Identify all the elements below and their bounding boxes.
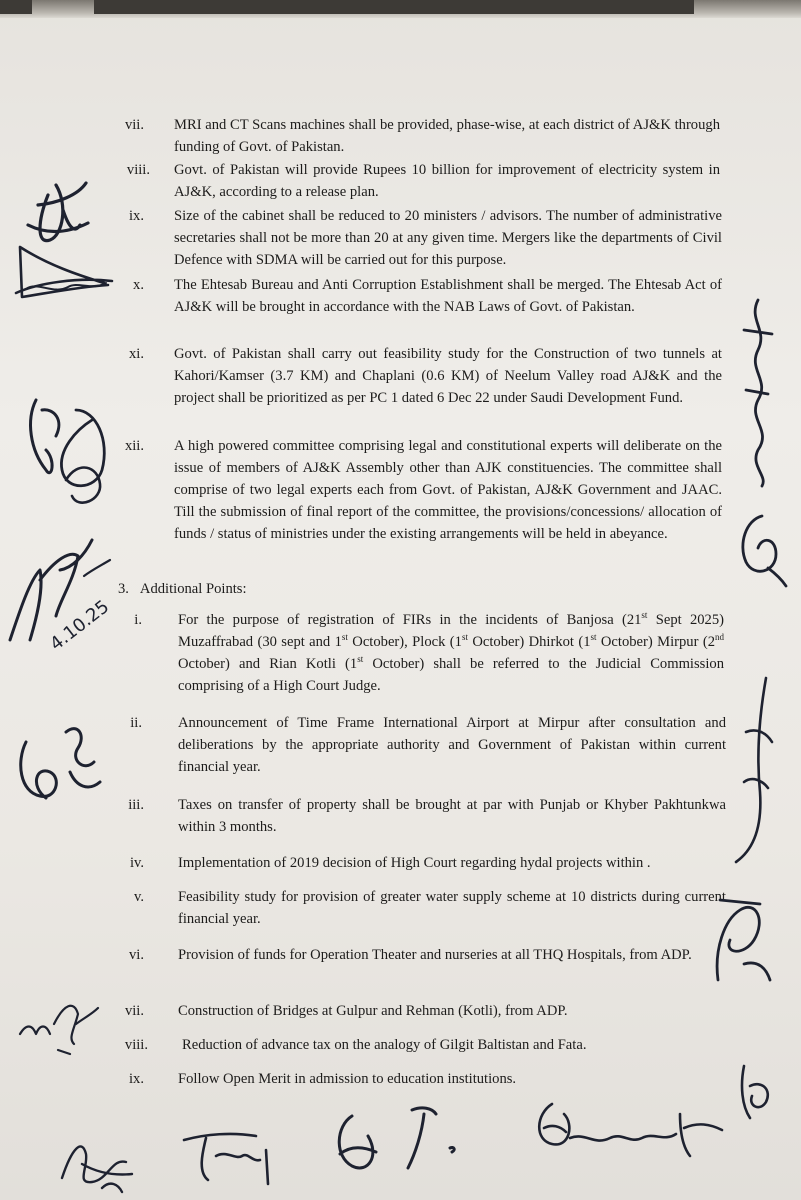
point-text: Implementation of 2019 decision of High Court regarding hydal projects within . bbox=[178, 855, 651, 871]
point-text: Provision of funds for Operation Theater and nurseries at all THQ Hospitals, from ADP. bbox=[178, 947, 692, 963]
clause-number: x. bbox=[133, 277, 144, 293]
signature-right-bottom bbox=[700, 880, 780, 1000]
signature-right-lower bbox=[726, 672, 786, 872]
signature-bottom-right bbox=[530, 1094, 730, 1164]
signature-bottom-2 bbox=[176, 1126, 286, 1196]
section-title: Additional Points: bbox=[139, 581, 247, 597]
signature-bottom-left bbox=[52, 1128, 142, 1198]
point-number: i. bbox=[134, 612, 142, 628]
clause-text: Govt. of Pakistan will provide Rupees 10 billion for improvement of electricity system in AJ&K, according to a release plan. bbox=[174, 162, 720, 200]
clause-number: xi. bbox=[129, 346, 144, 362]
section-number: 3. bbox=[118, 581, 129, 597]
point-number: iv. bbox=[129, 855, 144, 871]
clause-number: ix. bbox=[129, 208, 144, 224]
point-number: ii. bbox=[130, 715, 142, 731]
point-text: Reduction of advance tax on the analogy of Gilgit Baltistan and Fata. bbox=[182, 1037, 587, 1053]
clause-text: The Ehtesab Bureau and Anti Corruption Establishment shall be merged. The Ehtesab Act of AJ&K will be brought in accordance with the NAB Laws of Govt. of Pakistan. bbox=[174, 277, 722, 315]
point-text: Construction of Bridges at Gulpur and Rehman (Kotli), from ADP. bbox=[178, 1003, 568, 1019]
point-text: For the purpose of registration of FIRs in the incidents of Banjosa (21st Sept 2025) Muzaffrabad (30 sept and 1st October), Plock (1st October) Dhirkot (1st October) Mirpur (2nd October) and Rian Kotli (1st October) shall be referred to the Judicial Commission comprising of a High Court Judge. bbox=[178, 610, 725, 694]
signature-bottom-3 bbox=[326, 1096, 476, 1186]
point-number: viii. bbox=[124, 1037, 148, 1053]
point-text: Announcement of Time Frame International Airport at Mirpur after consultation and deliberations by the appropriate authority and Government of Pakistan within current financial year. bbox=[178, 715, 726, 775]
signature-left-top bbox=[8, 165, 118, 315]
point-text: Taxes on transfer of property shall be brought at par with Punjab or Khyber Pakhtunkwa within 3 months. bbox=[178, 797, 726, 835]
clause-number: viii. bbox=[126, 162, 150, 178]
signature-right-corner bbox=[730, 1056, 790, 1126]
point-text: Feasibility study for provision of greater water supply scheme at 10 districts during current financial year. bbox=[178, 889, 726, 927]
scan-top-edge bbox=[0, 0, 801, 18]
signature-right-top bbox=[728, 290, 788, 490]
signature-left-lower bbox=[6, 712, 116, 812]
clause-text: A high powered committee comprising legal and constitutional experts will deliberate on the issue of members of AJ&K Assembly other than AJK constituencies. The committee shall comprise of two legal experts each from Govt. of Pakistan, AJ&K Government and JAAC. Till the submission of final report of the committee, the provisions/concessions/ allocation of funds / status of ministries under the existing arrangements will be held in abeyance. bbox=[174, 438, 722, 542]
signature-date: 4.10.25 bbox=[46, 596, 114, 656]
clause-text: Govt. of Pakistan shall carry out feasibility study for the Construction of two tunnels at Kahori/Kamser (3.7 KM) and Chaplani (0.6 KM) of Neelum Valley road AJ&K and the project shall be prioritized as per PC 1 dated 6 Dec 22 under Saudi Development Fund. bbox=[174, 346, 722, 406]
point-number: vii. bbox=[124, 1003, 144, 1019]
section-heading bbox=[118, 578, 247, 600]
signature-left-bottom bbox=[14, 994, 104, 1064]
clause-number: xii. bbox=[124, 438, 144, 454]
signature-left-middle bbox=[6, 380, 126, 530]
clause-text: MRI and CT Scans machines shall be provided, phase-wise, at each district of AJ&K through funding of Govt. of Pakistan. bbox=[174, 117, 720, 155]
signature-left-dated bbox=[0, 520, 120, 660]
point-number: v. bbox=[134, 889, 144, 905]
point-text: Follow Open Merit in admission to education institutions. bbox=[178, 1071, 517, 1087]
point-number: vi. bbox=[129, 947, 144, 963]
clause-text: Size of the cabinet shall be reduced to 20 ministers / advisors. The number of administrative secretaries shall not be more than 20 at any given time. Mergers like the departments of Civil Defence with SDMA will be carried out for this purpose. bbox=[174, 208, 722, 268]
point-number: iii. bbox=[128, 797, 144, 813]
signature-right-middle bbox=[732, 508, 792, 588]
point-number: ix. bbox=[129, 1071, 144, 1087]
clause-number: vii. bbox=[124, 117, 144, 133]
